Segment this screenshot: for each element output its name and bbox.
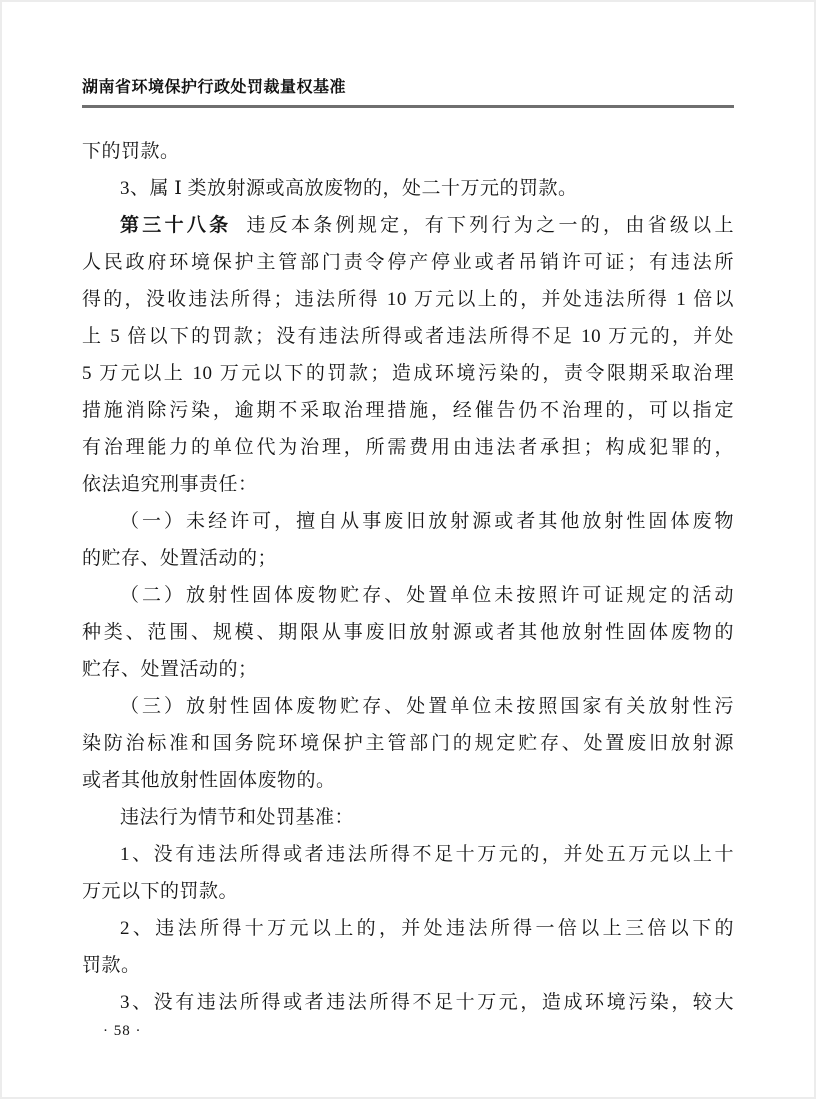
text-line: 贮存、处置活动的；: [82, 659, 258, 680]
text-line: （二）放射性固体废物贮存、处置单位未按照许可证规定的活动: [120, 585, 734, 606]
text-line: 罚款。: [82, 955, 141, 976]
text-line: 1、没有违法所得或者违法所得不足十万元的，并处五万元以上十: [120, 844, 734, 865]
text-line: 下的罚款。: [82, 141, 180, 162]
text-line: 或者其他放射性固体废物的。: [82, 770, 336, 791]
header-rule: [82, 105, 734, 108]
page-header: [82, 78, 734, 108]
text-line: 种类、范围、规模、期限从事废旧放射源或者其他放射性固体废物的: [82, 622, 734, 643]
text-line: 人民政府环境保护主管部门责令停产停业或者吊销许可证；有违法所: [82, 252, 734, 273]
text-line: 上 5 倍以下的罚款；没有违法所得或者违法所得不足 10 万元的，并处: [82, 326, 734, 347]
article-number-lead: 第三十八条: [120, 215, 232, 236]
text-line: 得的，没收违法所得；违法所得 10 万元以上的，并处违法所得 1 倍以: [82, 289, 734, 310]
text-line: （一）未经许可，擅自从事废旧放射源或者其他放射性固体废物: [120, 511, 734, 532]
text-line: 染防治标准和国务院环境保护主管部门的规定贮存、处置废旧放射源: [82, 733, 734, 754]
text-line: 3、没有违法所得或者违法所得不足十万元，造成环境污染，较大: [120, 992, 734, 1013]
page-number: · 58 ·: [103, 1023, 142, 1039]
text-line: 的贮存、处置活动的；: [82, 548, 278, 569]
text-line: 万元以下的罚款。: [82, 881, 239, 902]
text-line: 5 万元以上 10 万元以下的罚款；造成环境污染的，责令限期采取治理: [82, 363, 734, 384]
text-line: 依法追究刑事责任：: [82, 474, 258, 495]
text-line: 措施消除污染，逾期不采取治理措施，经催告仍不治理的，可以指定: [82, 400, 734, 421]
text-line: （三）放射性固体废物贮存、处置单位未按照国家有关放射性污: [120, 696, 734, 717]
text-line: 违法行为情节和处罚基准：: [120, 807, 355, 828]
page-footer: [103, 1023, 142, 1040]
document-body: [82, 133, 734, 1021]
text-line: 有治理能力的单位代为治理，所需费用由违法者承担；构成犯罪的，: [82, 437, 734, 458]
text-line: 2、违法所得十万元以上的，并处违法所得一倍以上三倍以下的: [120, 918, 734, 939]
text-line: 3、属 Ⅰ 类放射源或高放废物的，处二十万元的罚款。: [120, 178, 578, 199]
running-header-title: 湖南省环境保护行政处罚裁量权基准: [82, 79, 347, 96]
text-line: 第三十八条 违反本条例规定，有下列行为之一的，由省级以上: [120, 215, 734, 236]
